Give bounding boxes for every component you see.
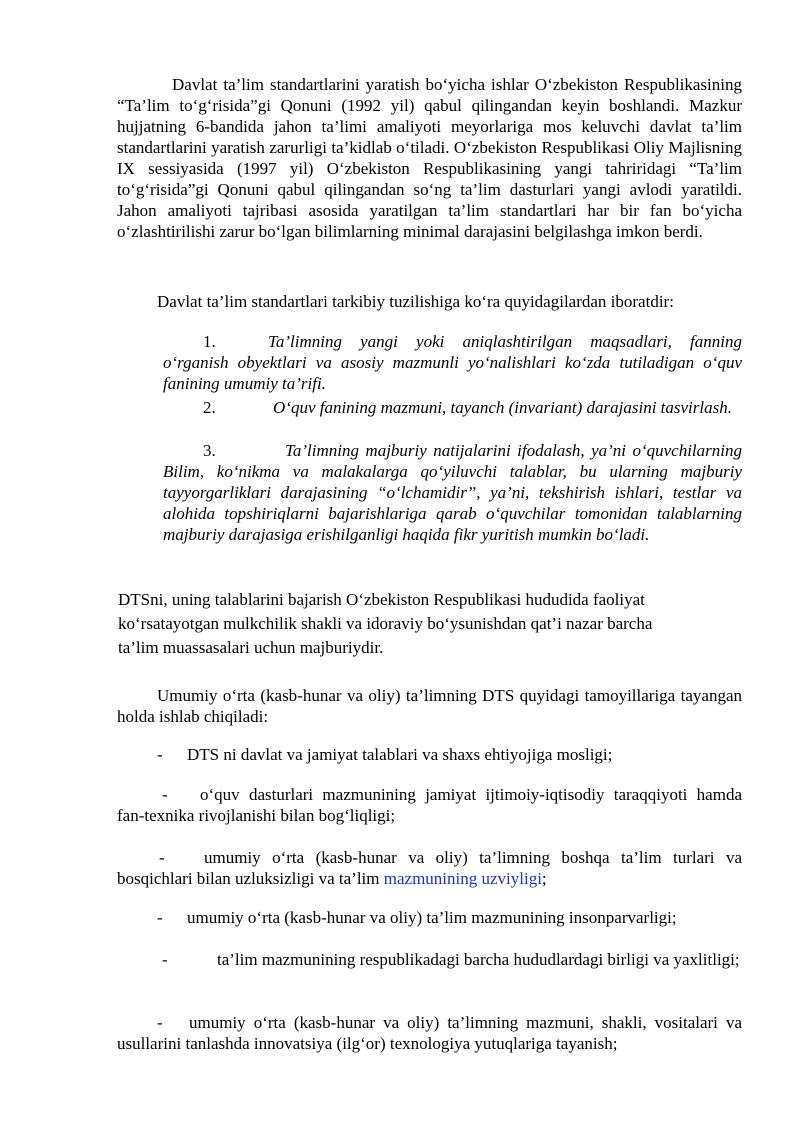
paragraph-mandatory-line-2: ko‘rsatayotgan mulkchilik shakli va idoraviy bo‘ysunishdan qat’i nazar barcha [118, 614, 653, 633]
dash-item-3 [117, 847, 742, 889]
numbered-item-1-number: 1. [203, 332, 216, 351]
dash-item-3-link[interactable]: mazmunining uzviyligi [383, 869, 542, 888]
dash-item-3-text-after: ; [541, 869, 547, 888]
dash-item-6 [117, 1012, 742, 1054]
dash-item-4 [117, 907, 742, 928]
dash-item-5-dash: - [162, 950, 168, 969]
dash-item-4-text: umumiy o‘rta (kasb-hunar va oliy) ta’lim mazmunining insonparvarligi; [187, 908, 677, 927]
dash-item-2-text: o‘quv dasturlari mazmunining jamiyat ijtimoiy-iqtisodiy taraqqiyoti hamda fan-texnika rivojlanishi bilan bog‘liqligi; [117, 785, 742, 825]
numbered-item-2-number: 2. [203, 398, 216, 417]
dash-item-1-dash: - [157, 745, 163, 764]
paragraph-mandatory [118, 588, 718, 660]
dash-item-6-text: umumiy o‘rta (kasb-hunar va oliy) ta’limning mazmuni, shakli, vositalari va usullarini tanlashda innovatsiya (ilg‘or) texnologiya yutuqlariga tayanish; [117, 1013, 742, 1053]
dash-item-2-dash: - [162, 785, 168, 804]
numbered-item-2-text: O‘quv fanining mazmuni, tayanch (invariant) darajasini tasvirlash. [273, 398, 732, 417]
dash-item-1 [117, 744, 742, 765]
dash-item-5-text: ta’lim mazmunining respublikadagi barcha hududlardagi birligi va yaxlitligi; [217, 950, 740, 969]
numbered-item-3 [163, 440, 742, 545]
numbered-item-1 [163, 331, 742, 394]
dash-item-5 [117, 949, 742, 970]
dash-item-2 [117, 784, 742, 826]
numbered-item-2 [163, 397, 742, 418]
numbered-item-1-text: Ta’limning yangi yoki aniqlashtirilgan maqsadlari, fanning o‘rganish obyektlari va asosiy mazmunli yo‘nalishlari ko‘zda tutiladigan o‘quv fanining umumiy ta’rifi. [163, 332, 742, 393]
dash-item-1-text: DTS ni davlat va jamiyat talablari va shaxs ehtiyojiga mosligi; [187, 745, 613, 764]
paragraph-structure-intro: Davlat ta’lim standartlari tarkibiy tuzilishiga ko‘ra quyidagilardan iboratdir: [157, 292, 674, 311]
dash-item-6-dash: - [157, 1013, 163, 1032]
paragraph-principles-intro: Umumiy o‘rta (kasb-hunar va oliy) ta’limning DTS quyidagi tamoyillariga tayangan holda ishlab chiqiladi: [117, 686, 742, 726]
numbered-item-3-number: 3. [203, 441, 216, 460]
numbered-item-3-text: Ta’limning majburiy natijalarini ifodalash, ya’ni o‘quvchilarning Bilim, ko‘nikma va malakalarga qo‘yiluvchi talablar, bu ularning majburiy tayyorgarliklari darajasining “o‘lchamidir”, ya’ni, tekshirish ishlari, testlar va alohida topshiriqlarni bajarishlariga qarab o‘quvchilar tomonidan talablarning majburiy darajasiga erishilganligi haqida fikr yuritish mumkin bo‘ladi. [163, 441, 742, 544]
dash-item-3-dash: - [159, 848, 165, 867]
dash-item-4-dash: - [157, 908, 163, 927]
paragraph-mandatory-line-1: DTSni, uning talablarini bajarish O‘zbekiston Respublikasi hududida faoliyat [118, 590, 645, 609]
paragraph-intro: Davlat ta’lim standartlarini yaratish bo‘yicha ishlar O‘zbekiston Respublikasining “Ta’lim to‘g‘risida”gi Qonuni (1992 yil) qabul qilingandan keyin boshlandi. Mazkur hujjatning 6-bandida jahon ta’limi amaliyoti meyorlariga mos keluvchi davlat ta’lim standartlarini yaratish zarurligi ta’kidlab o‘tiladi. O‘zbekiston Respublikasi Oliy Majlisning IX sessiyasida (1997 yil) O‘zbekiston Respublikasining yangi tahriridagi “Ta’lim to‘g‘risida”gi Qonuni qabul qilingandan so‘ng ta’lim dasturlari yangi avlodi yaratildi. Jahon amaliyoti tajribasi asosida yaratilgan ta’lim standartlari har bir fan bo‘yicha o‘zlashtirilishi zarur bo‘lgan bilimlarning minimal darajasini belgilashga imkon berdi. [117, 75, 742, 241]
paragraph-mandatory-line-3: ta’lim muassasalari uchun majburiydir. [118, 638, 384, 657]
dash-item-3-text-before: umumiy o‘rta (kasb-hunar va oliy) ta’limning boshqa ta’lim turlari va bosqichlari bilan uzluksizligi va ta’lim [117, 848, 742, 888]
